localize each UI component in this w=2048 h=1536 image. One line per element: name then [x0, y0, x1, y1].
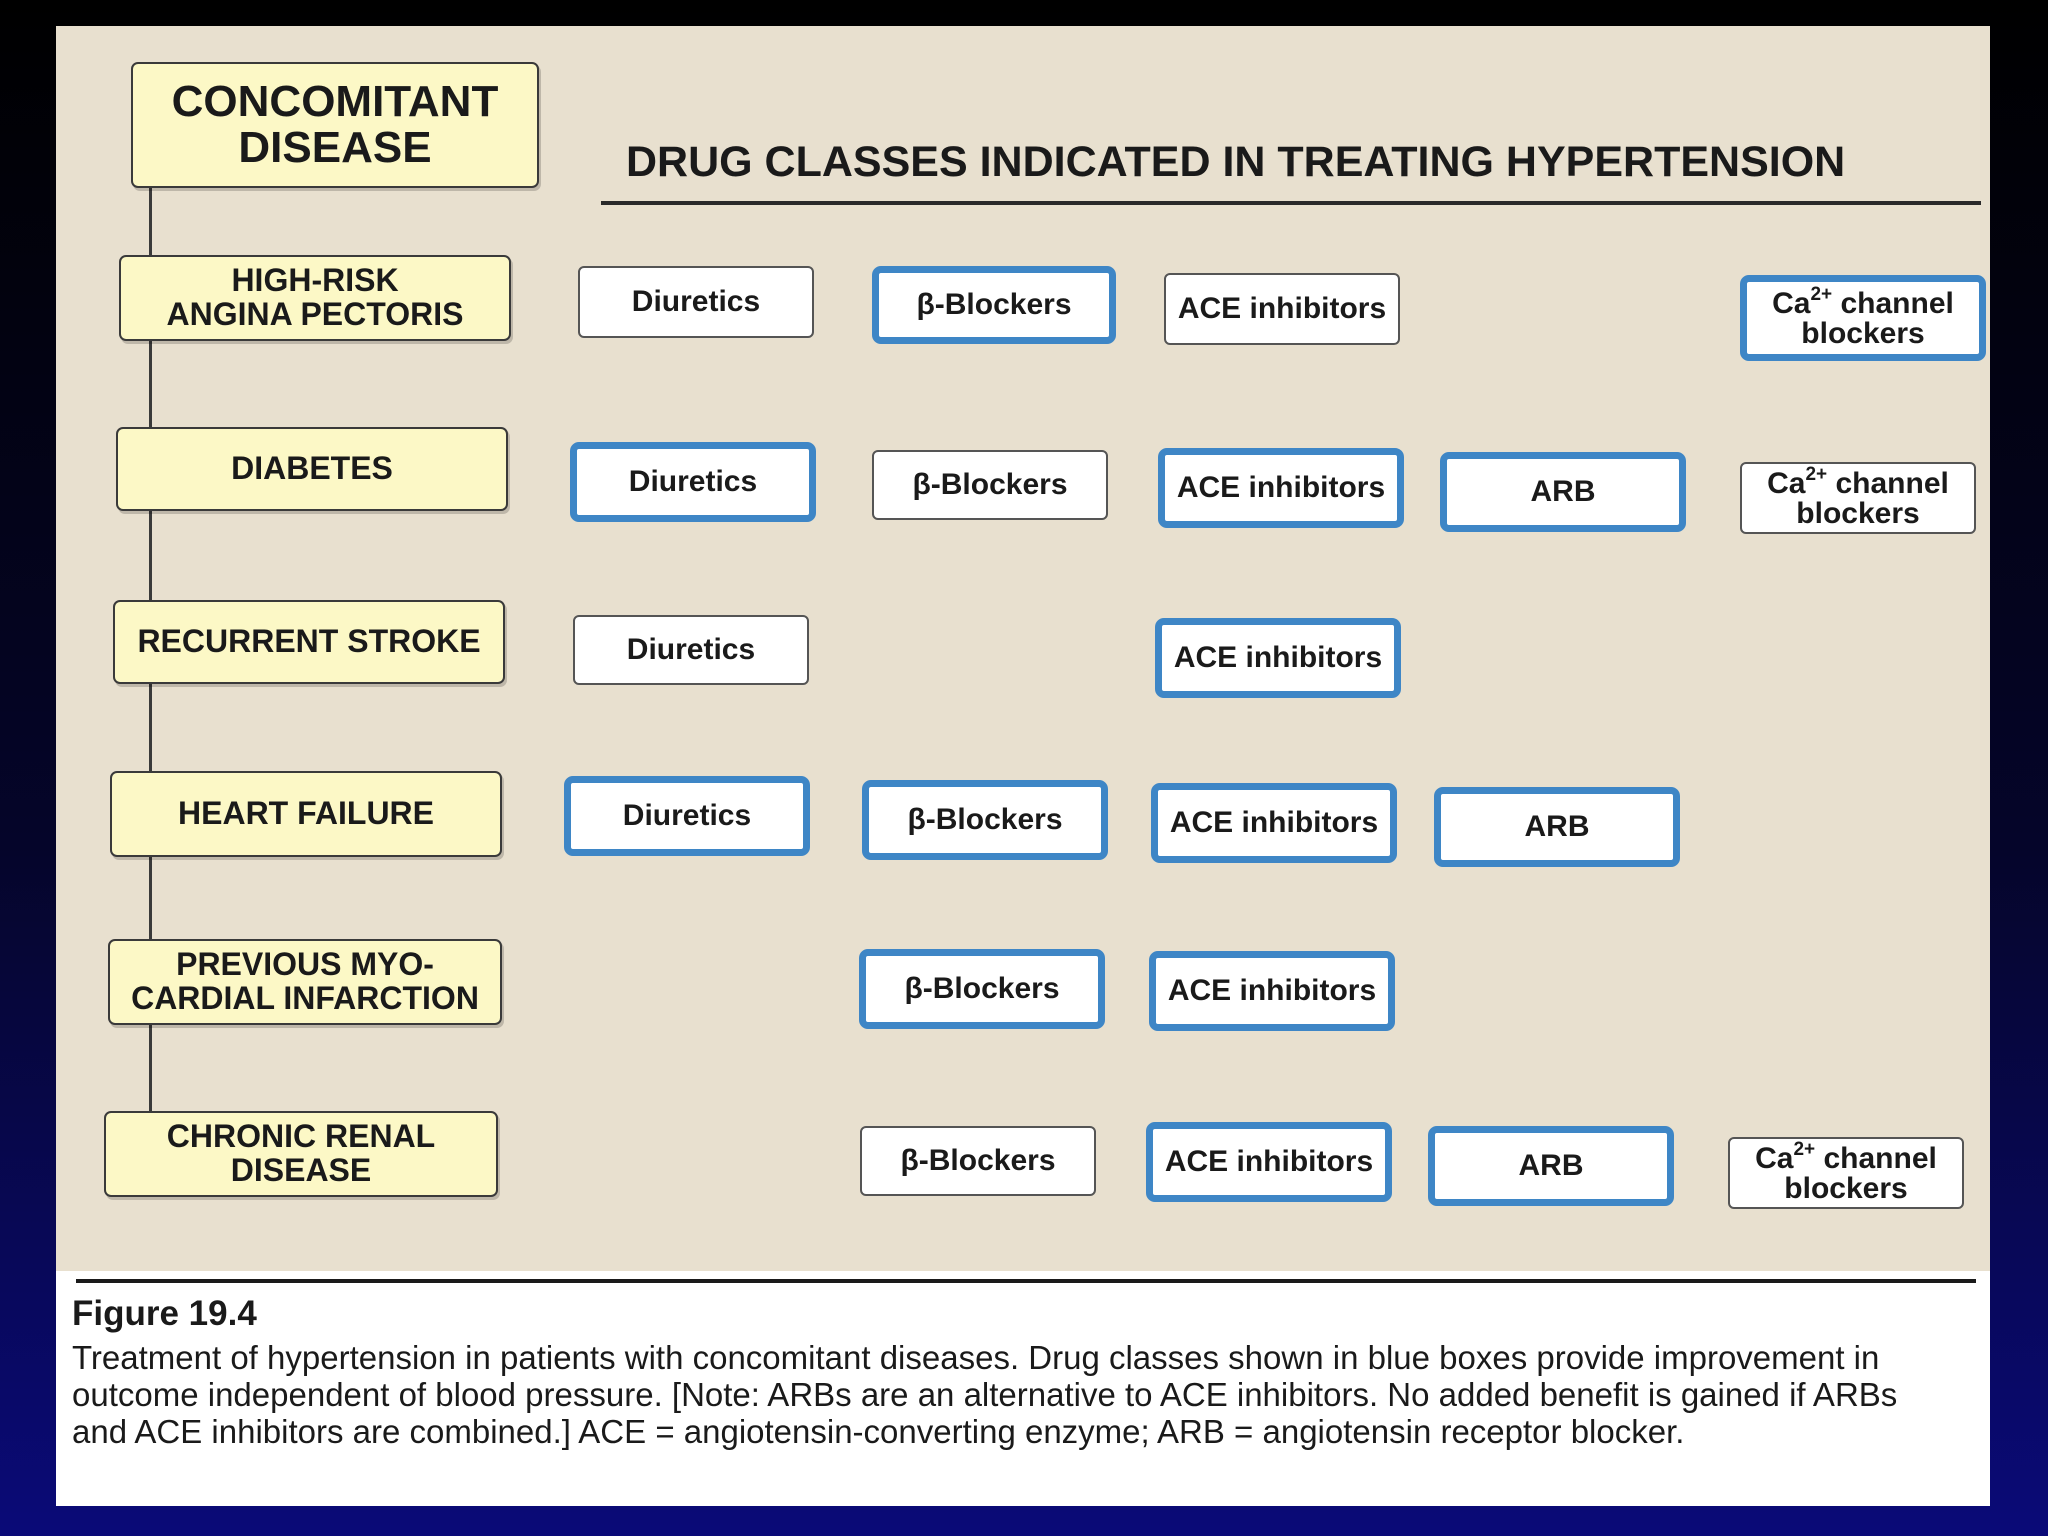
drug-ace-inhibitors-stroke: ACE inhibitors [1155, 618, 1401, 698]
heading-rule [601, 201, 1981, 205]
drug-diuretics-stroke: Diuretics [573, 615, 809, 685]
drug-ace-inhibitors-angina: ACE inhibitors [1164, 273, 1400, 345]
drug-arb-renal: ARB [1428, 1126, 1674, 1206]
drug-diuretics-heart-failure: Diuretics [564, 776, 810, 856]
drug-beta-blockers-myocardial-infarction: β-Blockers [859, 949, 1105, 1029]
figure-panel [56, 26, 1990, 1271]
concomitant-disease-header: CONCOMITANT DISEASE [131, 62, 539, 188]
drug-arb-heart-failure: ARB [1434, 787, 1680, 867]
figure-caption: Treatment of hypertension in patients with concomitant diseases. Drug classes shown in blue boxes provide improvement in outcome independent of blood pressure. [Note: ARBs are an alternative to ACE inhibitors. No added benefit is gained if ARBs and ACE inhibitors are combined.] ACE = angiotensin-converting enzyme; ARB = angiotensin receptor blocker. [72, 1339, 1898, 1450]
drug-beta-blockers-renal: β-Blockers [860, 1126, 1096, 1196]
drug-diuretics-angina: Diuretics [578, 266, 814, 338]
drug-diuretics-diabetes: Diuretics [570, 442, 816, 522]
drug-classes-heading: DRUG CLASSES INDICATED IN TREATING HYPERTENSION [626, 138, 1846, 186]
disease-heart-failure: HEART FAILURE [110, 771, 502, 857]
disease-high-risk-angina: HIGH-RISK ANGINA PECTORIS [119, 255, 511, 341]
disease-previous-myocardial-infarction: PREVIOUS MYO- CARDIAL INFARCTION [108, 939, 502, 1025]
drug-beta-blockers-diabetes: β-Blockers [872, 450, 1108, 520]
slide [56, 26, 1990, 1506]
disease-recurrent-stroke: RECURRENT STROKE [113, 600, 505, 684]
caption-rule [76, 1279, 1976, 1283]
disease-diabetes: DIABETES [116, 427, 508, 511]
drug-arb-diabetes: ARB [1440, 452, 1686, 532]
drug-ace-inhibitors-myocardial-infarction: ACE inhibitors [1149, 951, 1395, 1031]
figure-label: Figure 19.4 [72, 1294, 257, 1333]
drug-beta-blockers-angina: β-Blockers [872, 266, 1116, 344]
drug-ca-channel-blockers-angina: $Ca^{2+}$ channel blockers [1740, 275, 1986, 361]
drug-beta-blockers-heart-failure: β-Blockers [862, 780, 1108, 860]
drug-ace-inhibitors-heart-failure: ACE inhibitors [1151, 783, 1397, 863]
drug-ace-inhibitors-renal: ACE inhibitors [1146, 1122, 1392, 1202]
disease-chronic-renal: CHRONIC RENAL DISEASE [104, 1111, 498, 1197]
drug-ca-channel-blockers-diabetes: $Ca^{2+}$ channel blockers [1740, 462, 1976, 534]
drug-ca-channel-blockers-renal: $Ca^{2+}$ channel blockers [1728, 1137, 1964, 1209]
drug-ace-inhibitors-diabetes: ACE inhibitors [1158, 448, 1404, 528]
